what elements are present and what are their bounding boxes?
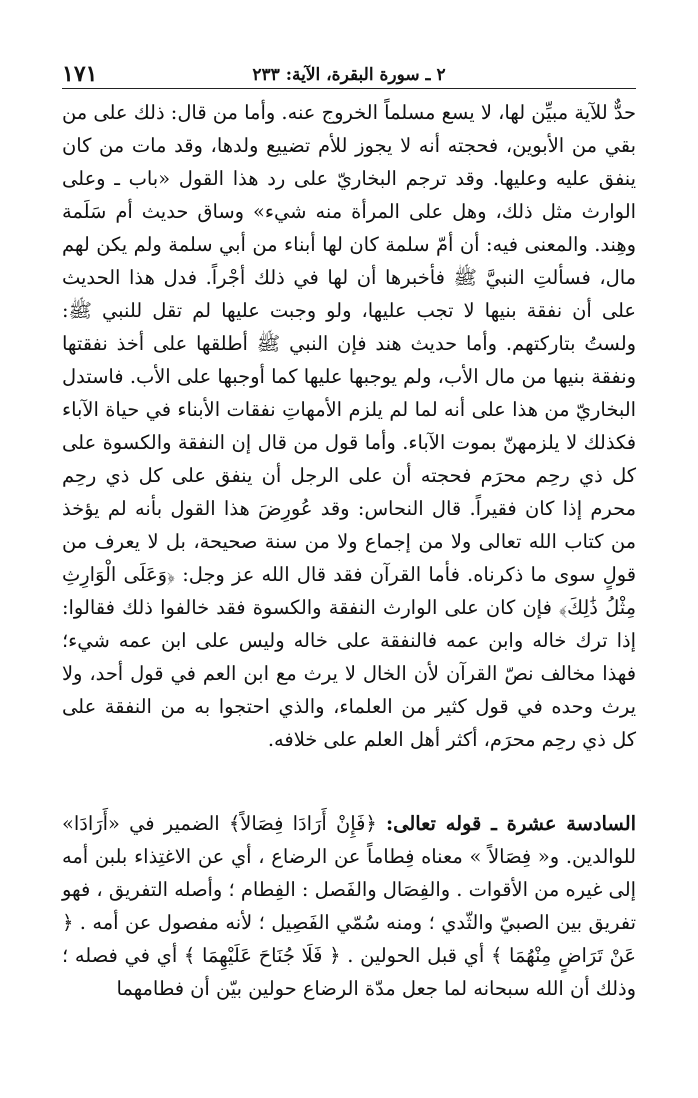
paragraph: حدٌّ للآية مبيِّن لها، لا يسع مسلماً الخروج عنه. وأما من قال: ذلك على من بقي من الأبوين، فحجته أنه لا يجوز للأم تضييع ولدها، وقد مات من كان ينفق عليه وعليها. وقد ترجم البخاريّ على رد هذا القول «باب ـ وعلى الوارث مثل ذلك، وهل على المرأة منه شيء» وساق حديث أم سَلَمة وهِند. والمعنى فيه: أن أمّ سلمة كان لها أبناء من أبي سلمة ولم يكن لهم مال، فسألتِ النبيَّ ﷺ فأخبرها أن لها في ذلك أجْراً. فدل هذا الحديث على أن نفقة بنيها لا تجب عليها، ولو وجبت عليها لم تقل للنبي ﷺ: ولستُ بتاركتهم. وأما حديث هند فإن النبي ﷺ أطلقها على أخذ نفقتها ونفقة بنيها من مال الأب، ولم يوجبها عليها كما أوجبها على الأب. فاستدل البخاريّ من هذا على أنه لما لم يلزم الأمهاتِ نفقات الأبناء في حياة الآباء فكذلك لا يلزمهنّ بموت الآباء. وأما قول من قال إن النفقة والكسوة على كل ذي رحِم محرَم فحجته أن على الرجل أن ينفق على كل ذي رحِم محرم إذا كان فقيراً. قال النحاس: وقد عُورِضَ هذا القول بأنه لم يؤخذ من كتاب الله تعالى ولا من إجماع ولا من سنة صحيحة، بل لا يعرف من قولٍ سوى ما ذكرناه. فأما القرآن فقد قال الله عز وجل: ﴿وَعَلَى الْوَارِثِ مِثْلُ ذَٰلِكَ﴾ فإن كان على الوارث النفقة والكسوة فقد خالفوا ذلك فقالوا: إذا ترك خاله وابن عمه فالنفقة على خاله وليس على ابن عمه شيء؛ فهذا مخالف نصّ القرآن لأن الخال لا يرث مع ابن العم في قول أحد، ولا يرث وحده في قول كثير من العلماء، والذي احتجوا به من النفقة على كل ذي رحِم محرَم، أكثر أهل العلم على خلافه. [62, 101, 636, 751]
page-number: ١٧١ [62, 61, 98, 87]
section-heading: السادسة عشرة ـ قوله تعالى: [386, 812, 637, 835]
page-header [62, 62, 636, 89]
section-text: ﴿فَإِنْ أَرَادَا فِصَالاً﴾ الضمير في «أَرَادَا» للوالدين. و« فِصَالاً » معناه فِطاماً عن الرضاع ، أي عن الاغتِذاء بلبن أمه إلى غيره من الأقوات . والفِصَال والفَصل : الفِطام ؛ وأصله التفريق ، فهو تفريق بين الصبيّ والثّدي ؛ ومنه سُمّي الفَصِيل ؛ لأنه مفصول عن أمه . ﴿ عَنْ تَرَاضٍ مِنْهُمَا ﴾ أي قبل الحولين . ﴿ فَلَا جُنَاحَ عَلَيْهِمَا ﴾ أي في فصله ؛ وذلك أن الله سبحانه لما جعل مدّة الرضاع حولين بيّن أن فطامهما [62, 812, 636, 1000]
section-paragraph [62, 807, 636, 1005]
running-title: ٢ ـ سورة البقرة، الآية: ٢٣٣ [252, 65, 446, 85]
page-body [62, 96, 636, 1005]
